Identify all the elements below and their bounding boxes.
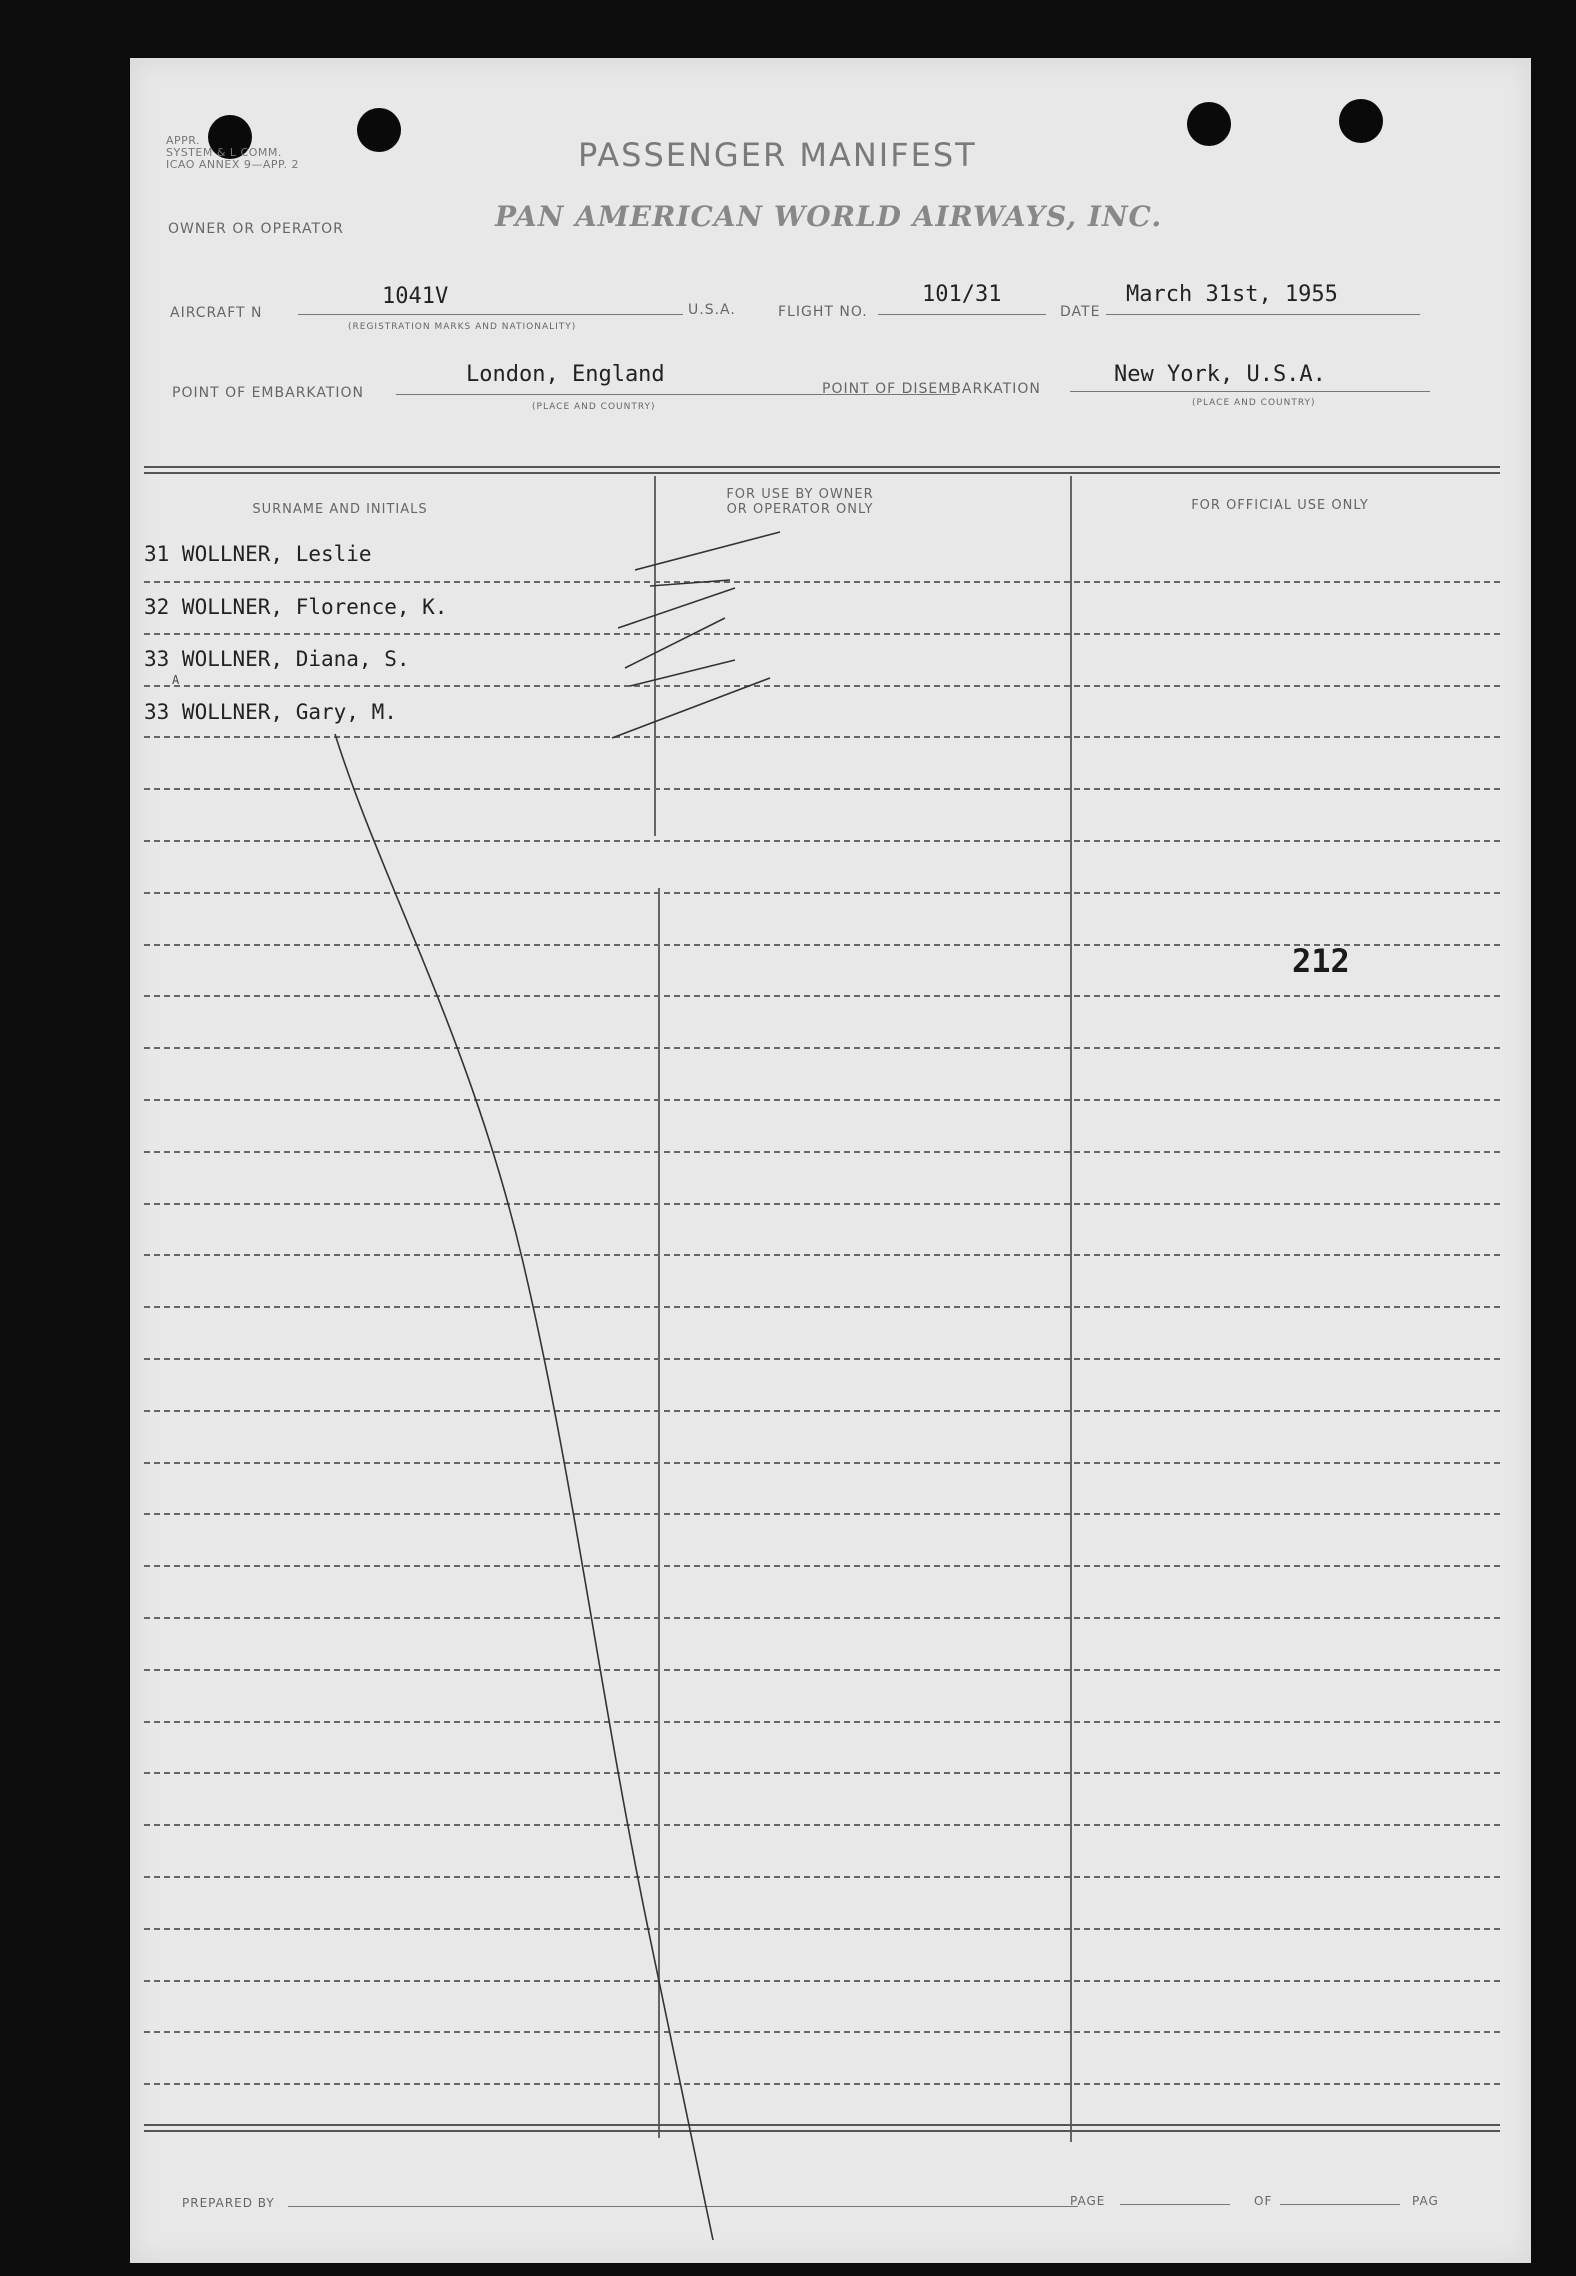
insertion-mark: A — [172, 673, 180, 687]
disembarkation-label: POINT OF DISEMBARKATION — [822, 381, 1041, 397]
aircraft-label: AIRCRAFT N — [170, 305, 263, 321]
place-caption: (PLACE AND COUNTRY) — [532, 402, 656, 412]
date-value: March 31st, 1955 — [1126, 282, 1338, 307]
passenger-row: 32 WOLLNER, Florence, K. — [144, 595, 448, 619]
passenger-row: 31 WOLLNER, Leslie — [144, 542, 372, 566]
pag-label: PAG — [1412, 2194, 1439, 2208]
prepared-by-label: PREPARED BY — [182, 2196, 275, 2210]
usa-label: U.S.A. — [688, 302, 736, 318]
pencil-marks — [130, 58, 1531, 2263]
page-label: PAGE — [1070, 2194, 1106, 2208]
column-header-line: OR OPERATOR ONLY — [726, 502, 874, 517]
passenger-row: 33 WOLLNER, Gary, M. — [144, 700, 397, 724]
embarkation-value: London, England — [466, 362, 665, 387]
tick-mark — [625, 618, 725, 668]
tick-mark — [635, 532, 780, 570]
flight-label: FLIGHT NO. — [778, 304, 868, 320]
column-header-line: FOR USE BY OWNER — [726, 487, 874, 502]
tick-mark — [630, 660, 735, 686]
embarkation-label: POINT OF EMBARKATION — [172, 385, 365, 401]
owner-label: OWNER OR OPERATOR — [168, 221, 344, 237]
flight-value: 101/31 — [922, 282, 1002, 307]
official-stamp-number: 212 — [1292, 942, 1350, 980]
form-title: PASSENGER MANIFEST — [578, 136, 977, 174]
manifest-sheet — [130, 58, 1531, 2263]
passenger-row: 33 WOLLNER, Diana, S. — [144, 647, 410, 671]
tick-mark — [650, 580, 730, 586]
of-label: OF — [1254, 2194, 1273, 2208]
company-name: PAN AMERICAN WORLD AIRWAYS, INC. — [495, 200, 1163, 233]
approval-line: ICAO ANNEX 9—APP. 2 — [166, 158, 299, 171]
tick-mark — [612, 678, 770, 738]
column-header-official-use: FOR OFFICIAL USE ONLY — [1191, 498, 1369, 513]
approval-line: APPR. — [166, 134, 201, 147]
approval-line: SYSTEM & L COMM. — [166, 146, 282, 159]
long-pencil-line — [335, 734, 713, 2240]
registration-caption: (REGISTRATION MARKS AND NATIONALITY) — [348, 322, 577, 332]
place-caption: (PLACE AND COUNTRY) — [1192, 398, 1316, 408]
column-header-surname: SURNAME AND INITIALS — [252, 502, 428, 517]
aircraft-value: 1041V — [382, 284, 449, 309]
date-label: DATE — [1060, 304, 1101, 320]
disembarkation-value: New York, U.S.A. — [1114, 362, 1326, 387]
